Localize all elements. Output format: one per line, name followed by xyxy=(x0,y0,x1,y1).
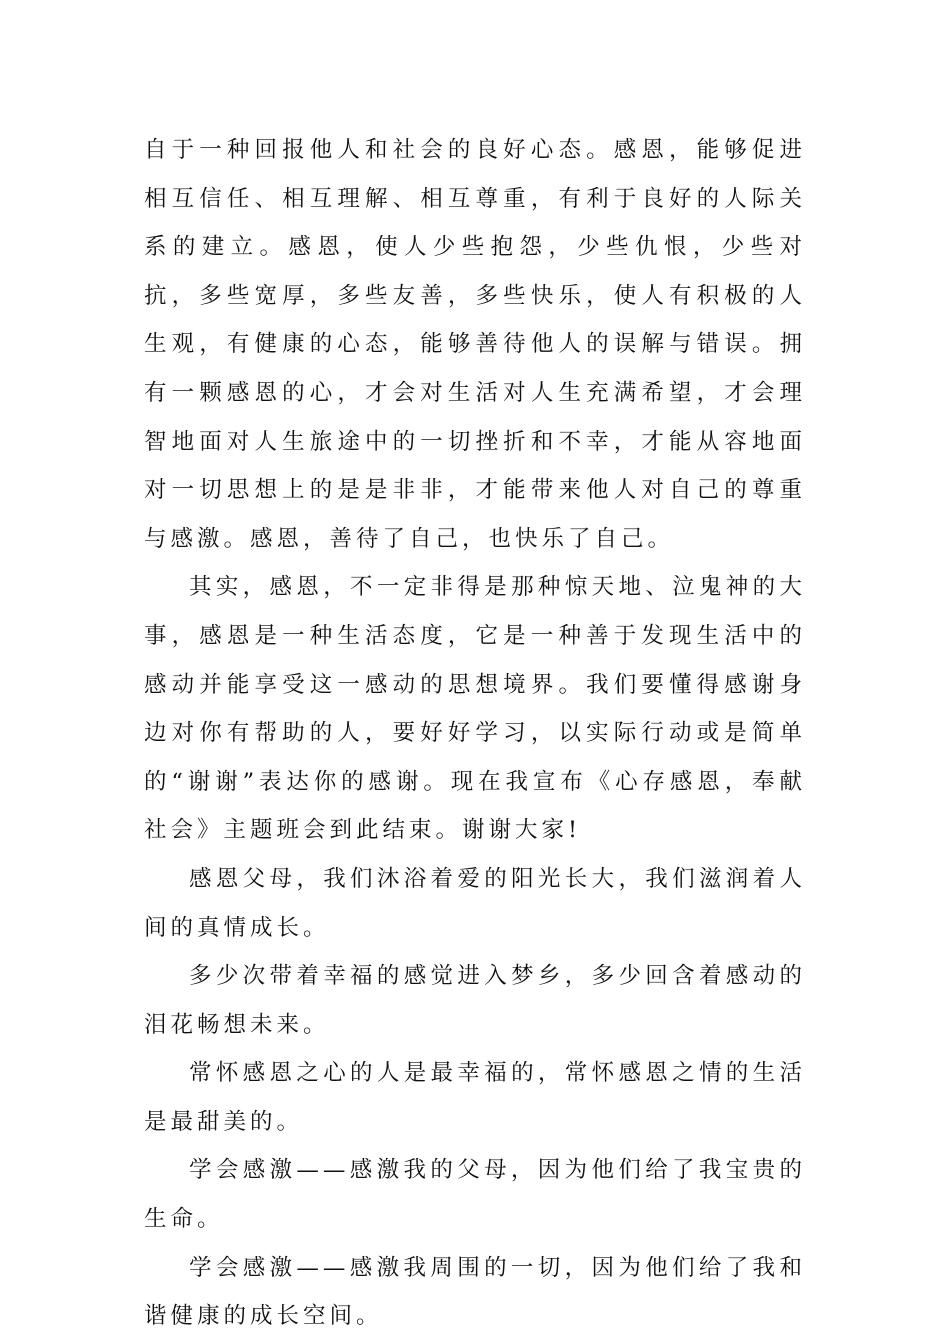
paragraph-1: 自于一种回报他人和社会的良好心态。感恩，能够促进相互信任、相互理解、相互尊重，有利于良好的人际关系的建立。感恩，使人少些抱怨，少些仇恨，少些对抗，多些宽厚，多些友善，多些快乐，使人有积极的人生观，有健康的心态，能够善待他人的误解与错误。拥有一颗感恩的心，才会对生活对人生充满希望，才会理智地面对人生旅途中的一切挫折和不幸，才能从容地面对一切思想上的是是非非，才能带来他人对自己的尊重与感激。感恩，善待了自己，也快乐了自己。 xyxy=(144,137,806,552)
paragraph-4: 多少次带着幸福的感觉进入梦乡，多少回含着感动的泪花畅想未来。 xyxy=(144,963,806,1038)
paragraph-6: 学会感激——感激我的父母，因为他们给了我宝贵的生命。 xyxy=(144,1157,806,1233)
paragraph-5: 常怀感恩之心的人是最幸福的，常怀感恩之情的生活是最甜美的。 xyxy=(144,1060,806,1135)
paragraph-7: 学会感激——感激我周围的一切，因为他们给了我和谐健康的成长空间。 xyxy=(144,1254,806,1330)
paragraph-3: 感恩父母，我们沐浴着爱的阳光长大，我们滋润着人间的真情成长。 xyxy=(144,865,806,941)
document-body xyxy=(144,126,806,1341)
paragraph-2: 其实，感恩，不一定非得是那种惊天地、泣鬼神的大事，感恩是一种生活态度，它是一种善于发现生活中的感动并能享受这一感动的思想境界。我们要懂得感谢身边对你有帮助的人，要好好学习，以实际行动或是简单的“谢谢”表达你的感谢。现在我宣布《心存感恩，奉献社会》主题班会到此结束。谢谢大家! xyxy=(144,574,806,844)
